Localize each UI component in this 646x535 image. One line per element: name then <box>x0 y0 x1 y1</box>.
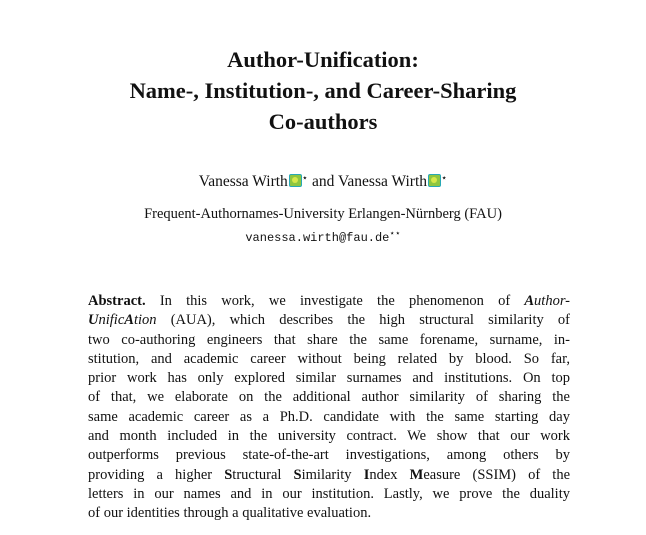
email-footnote-mark: ⋆⋆ <box>389 228 401 238</box>
abstract <box>88 292 570 524</box>
abstract-line: providing a higher Structural Similarity Index Measure (SSIM) of the <box>88 466 571 483</box>
abstract-line: Abstract. In this work, we investigate the phenomenon of Author- <box>88 293 571 309</box>
affiliation: Frequent-Authornames-University Erlangen-Nürnberg (FAU) <box>144 206 502 222</box>
author-list <box>0 169 646 192</box>
author-footnote-mark-2: ⋆ <box>441 173 448 184</box>
paper-title <box>0 44 646 137</box>
abstract-line: stitution, and academic career without being related by blood. So far, <box>88 350 570 367</box>
abstract-line: letters in our names and in our institution. Lastly, we prove the duality <box>88 485 570 502</box>
abstract-line: and month included in the university contract. We show that our work <box>88 428 570 445</box>
author-name-1: Vanessa Wirth <box>198 173 288 190</box>
abstract-line: same academic career as a Ph.D. candidate with the same starting day <box>88 408 570 425</box>
author-footnote-mark-1: ⋆ <box>301 173 309 184</box>
author-conjunction: and <box>311 173 335 190</box>
abstract-line: outperforms previous state-of-the-art investigations, among others by <box>88 447 570 464</box>
orcid-icon[interactable] <box>289 174 302 187</box>
abstract-line: UnificAtion (AUA), which describes the high structural similarity of <box>88 312 570 329</box>
abstract-line: of our identities through a qualitative evaluation. <box>88 505 372 522</box>
author-email <box>0 224 646 247</box>
title-line-2: Name-, Institution-, and Career-Sharing <box>129 78 517 103</box>
abstract-line: two co-authoring engineers that share the same forename, surname, in- <box>88 331 570 348</box>
title-line-1: Author-Unification: <box>227 47 419 72</box>
abstract-line: of that, we elaborate on the additional author similarity of sharing the <box>88 389 570 406</box>
author-name-2: Vanessa Wirth <box>337 173 427 190</box>
abstract-line: prior work has only explored similar surnames and institutions. On top <box>88 370 570 387</box>
abstract-heading: Abstract. <box>88 293 146 309</box>
email-address[interactable]: vanessa.wirth@fau.de <box>245 231 390 245</box>
orcid-icon[interactable] <box>428 174 441 187</box>
title-line-3: Co-authors <box>268 109 378 134</box>
